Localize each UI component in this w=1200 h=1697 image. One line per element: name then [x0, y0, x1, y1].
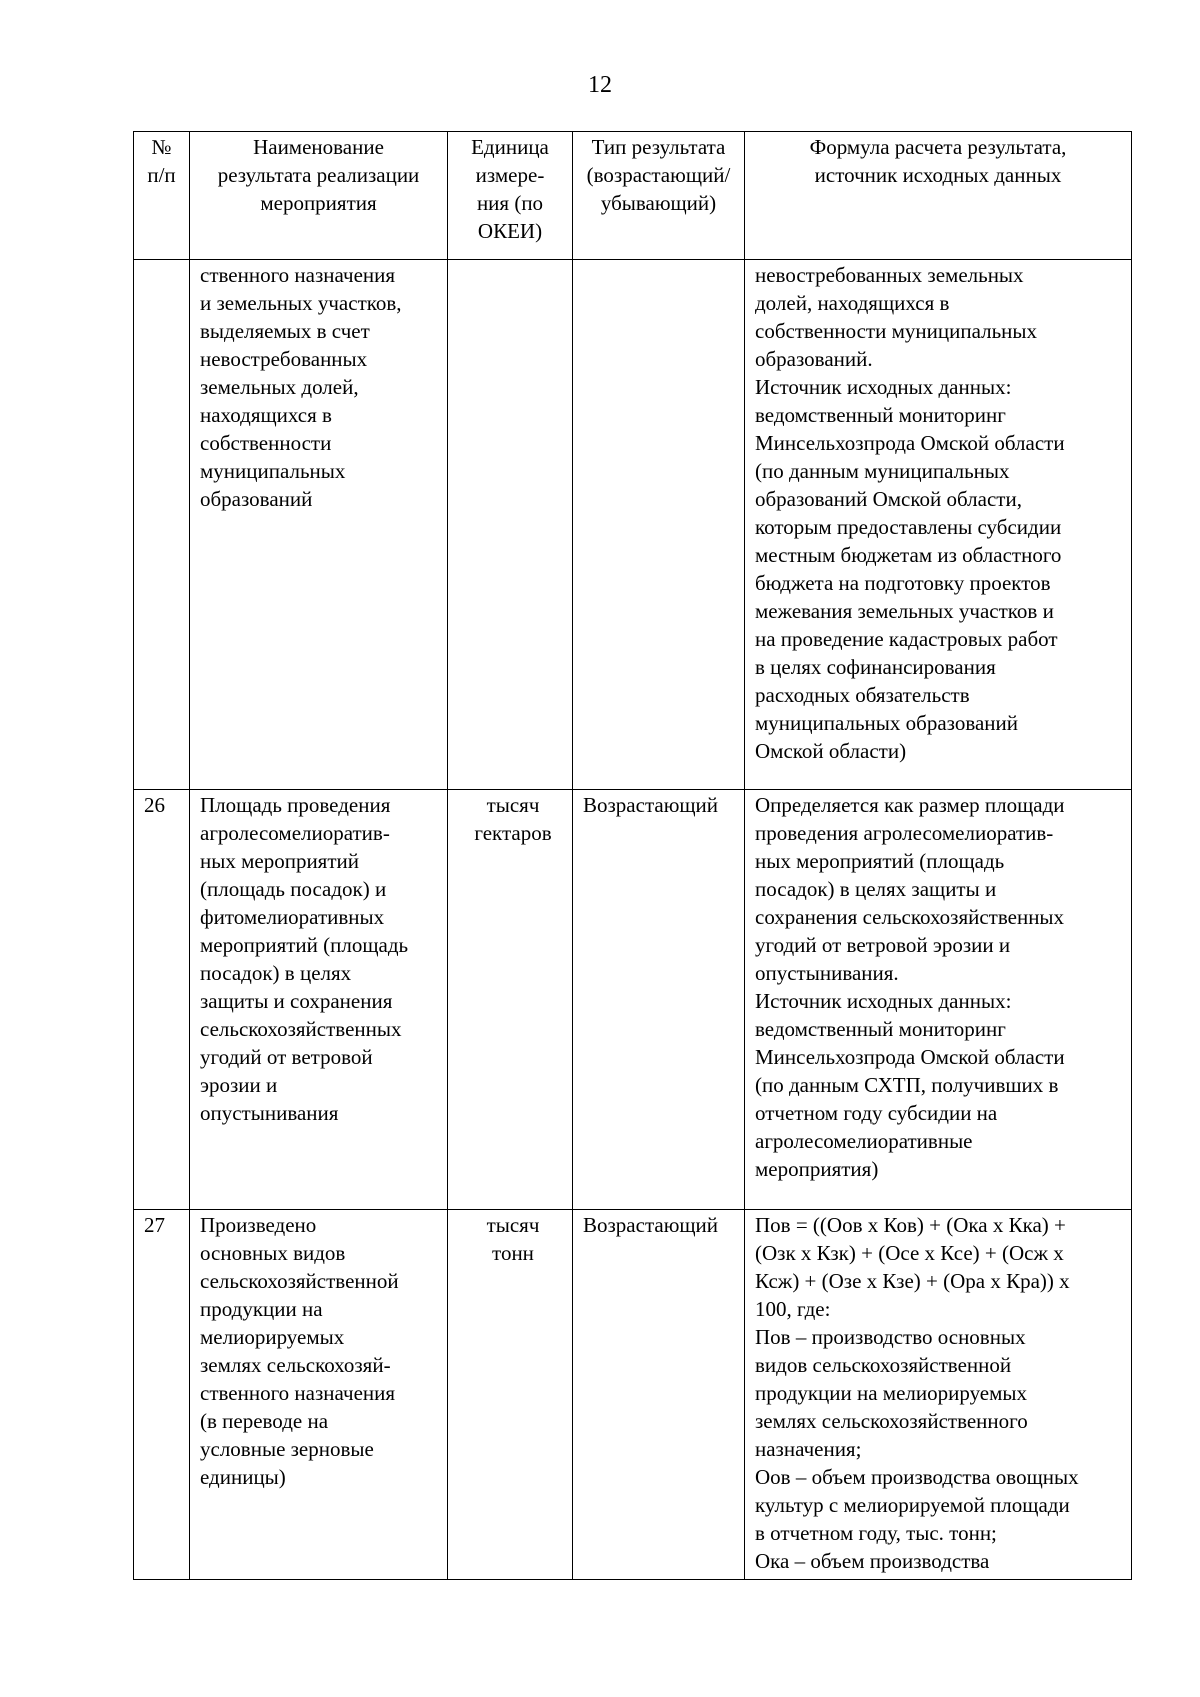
cell-result-type: Возрастающий	[573, 1210, 745, 1580]
header-result-name: Наименование результата реализации мероприятия	[190, 132, 448, 260]
page-number: 12	[588, 72, 612, 98]
cell-formula: невостребованных земельных долей, находящихся в собственности муниципальных образований. Источник исходных данных: ведомственный мониторинг Минсельхозпрода Омской области (по данным муниципальных образований Омской области, которым предоставлены субсидии местным бюджетам из областного бюджета на подготовку проектов межевания земельных участков и на проведение кадастровых работ в целях софинансирования расходных обязательств муниципальных образований Омской области)	[745, 260, 1132, 790]
cell-result-name: Произведено основных видов сельскохозяйственной продукции на мелиорируемых землях сельскохозяй- ственного назначения (в переводе на условные зерновые единицы)	[190, 1210, 448, 1580]
header-formula: Формула расчета результата, источник исходных данных	[745, 132, 1132, 260]
cell-unit: тысяч гектаров	[448, 790, 573, 1210]
table-row	[134, 260, 1132, 790]
cell-number: 27	[134, 1210, 190, 1580]
cell-unit: тысяч тонн	[448, 1210, 573, 1580]
cell-formula: Пов = ((Оов х Ков) + (Ока х Кка) + (Озк х Кзк) + (Осе х Ксе) + (Осж х Ксж) + (Озе х Кзе) + (Ора х Кра)) х 100, где: Пов – производство основных видов сельскохозяйственной продукции на мелиорируемых землях сельскохозяйственного назначения; Оов – объем производства овощных культур с мелиорируемой площади в отчетном году, тыс. тонн; Ока – объем производства	[745, 1210, 1132, 1580]
cell-result-type	[573, 260, 745, 790]
table-row	[134, 790, 1132, 1210]
cell-formula: Определяется как размер площади проведения агролесомелиоратив- ных мероприятий (площадь посадок) в целях защиты и сохранения сельскохозяйственных угодий от ветровой эрозии и опустынивания. Источник исходных данных: ведомственный мониторинг Минсельхозпрода Омской области (по данным СХТП, получивших в отчетном году субсидии на агролесомелиоративные мероприятия)	[745, 790, 1132, 1210]
cell-result-name: ственного назначения и земельных участков, выделяемых в счет невостребованных земельных долей, находящихся в собственности муниципальных образований	[190, 260, 448, 790]
table-header-row	[134, 132, 1132, 260]
cell-number	[134, 260, 190, 790]
header-result-type: Тип результата (возрастающий/ убывающий)	[573, 132, 745, 260]
header-unit: Единица измере- ния (по ОКЕИ)	[448, 132, 573, 260]
cell-unit	[448, 260, 573, 790]
cell-result-name: Площадь проведения агролесомелиоратив- ных мероприятий (площадь посадок) и фитомелиоративных мероприятий (площадь посадок) в целях защиты и сохранения сельскохозяйственных угодий от ветровой эрозии и опустынивания	[190, 790, 448, 1210]
cell-number: 26	[134, 790, 190, 1210]
header-number: № п/п	[134, 132, 190, 260]
table-row	[134, 1210, 1132, 1580]
results-table	[133, 131, 1132, 1580]
cell-result-type: Возрастающий	[573, 790, 745, 1210]
